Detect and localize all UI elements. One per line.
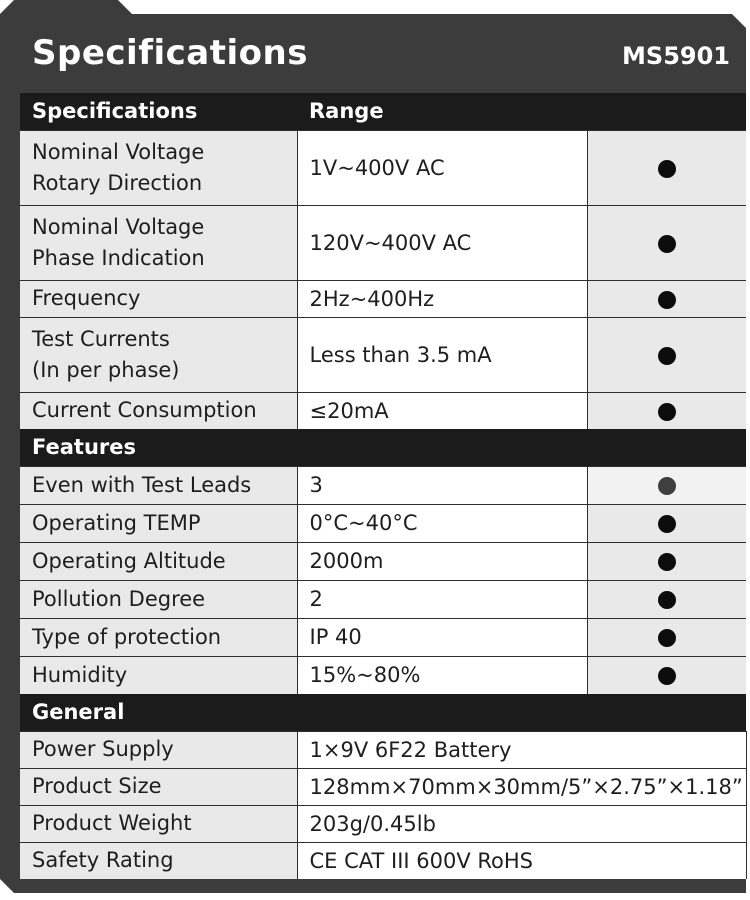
spec-mark	[587, 392, 746, 429]
spec-value: 1V~400V AC	[297, 130, 587, 205]
filled-circle-icon	[658, 477, 676, 495]
spec-label-line: Nominal Voltage	[32, 139, 205, 164]
feature-value: 0°C~40°C	[297, 504, 587, 542]
feature-label: Even with Test Leads	[20, 466, 297, 504]
spec-mark	[587, 317, 746, 392]
table-row	[20, 466, 746, 504]
table-row	[20, 130, 746, 205]
feature-label: Pollution Degree	[20, 580, 297, 618]
general-value: 1×9V 6F22 Battery	[297, 731, 746, 768]
section-header-features	[20, 429, 746, 466]
table-row	[20, 317, 746, 392]
spec-label	[20, 130, 297, 205]
filled-circle-icon	[658, 553, 676, 571]
general-value: 128mm×70mm×30mm/5”×2.75”×1.18”	[297, 768, 746, 805]
spec-label-line: Test Currents	[32, 326, 170, 351]
filled-circle-icon	[658, 629, 676, 647]
feature-value: IP 40	[297, 618, 587, 656]
table-row	[20, 542, 746, 580]
table-row	[20, 618, 746, 656]
table-row	[20, 504, 746, 542]
filled-circle-icon	[658, 160, 676, 178]
table-row	[20, 805, 746, 842]
feature-mark	[587, 656, 746, 694]
feature-value: 2	[297, 580, 587, 618]
spec-label-line: Nominal Voltage	[32, 214, 205, 239]
model-number: MS5901	[622, 42, 730, 70]
table-row	[20, 842, 746, 879]
feature-mark	[587, 542, 746, 580]
spec-label	[20, 205, 297, 280]
spec-value: ≤20mA	[297, 392, 587, 429]
general-label: Product Weight	[20, 805, 297, 842]
table-row	[20, 205, 746, 280]
filled-circle-icon	[658, 515, 676, 533]
column-header-blank	[587, 93, 746, 130]
filled-circle-icon	[658, 347, 676, 365]
spec-label-line: (In per phase)	[32, 357, 180, 382]
table-row	[20, 392, 746, 429]
column-header-specifications: Specifications	[20, 93, 297, 130]
page-title: Specifications	[32, 33, 308, 73]
feature-label: Operating TEMP	[20, 504, 297, 542]
spec-label-line: Rotary Direction	[32, 170, 203, 195]
spec-table	[20, 93, 747, 879]
section-title: General	[20, 694, 746, 731]
general-label: Power Supply	[20, 731, 297, 768]
spec-label-line: Phase Indication	[32, 245, 205, 270]
spec-label: Current Consumption	[20, 392, 297, 429]
feature-mark	[587, 580, 746, 618]
general-label: Safety Rating	[20, 842, 297, 879]
table-row	[20, 280, 746, 317]
spec-mark	[587, 205, 746, 280]
feature-label: Operating Altitude	[20, 542, 297, 580]
table-row	[20, 731, 746, 768]
feature-label: Humidity	[20, 656, 297, 694]
spec-mark	[587, 130, 746, 205]
spec-value: 2Hz~400Hz	[297, 280, 587, 317]
section-header-general	[20, 694, 746, 731]
general-value: CE CAT III 600V RoHS	[297, 842, 746, 879]
spec-value: 120V~400V AC	[297, 205, 587, 280]
filled-circle-icon	[658, 591, 676, 609]
spec-mark	[587, 280, 746, 317]
spec-value: Less than 3.5 mA	[297, 317, 587, 392]
column-header-range: Range	[297, 93, 587, 130]
table-row	[20, 580, 746, 618]
feature-value: 3	[297, 466, 587, 504]
feature-value: 2000m	[297, 542, 587, 580]
filled-circle-icon	[658, 403, 676, 421]
column-header-row	[20, 93, 746, 130]
table-row	[20, 656, 746, 694]
feature-mark	[587, 504, 746, 542]
feature-label: Type of protection	[20, 618, 297, 656]
section-title: Features	[20, 429, 746, 466]
filled-circle-icon	[658, 667, 676, 685]
general-value: 203g/0.45lb	[297, 805, 746, 842]
feature-value: 15%~80%	[297, 656, 587, 694]
filled-circle-icon	[658, 291, 676, 309]
table-row	[20, 768, 746, 805]
spec-label	[20, 317, 297, 392]
spec-label: Frequency	[20, 280, 297, 317]
filled-circle-icon	[658, 235, 676, 253]
feature-mark	[587, 466, 746, 504]
general-label: Product Size	[20, 768, 297, 805]
feature-mark	[587, 618, 746, 656]
